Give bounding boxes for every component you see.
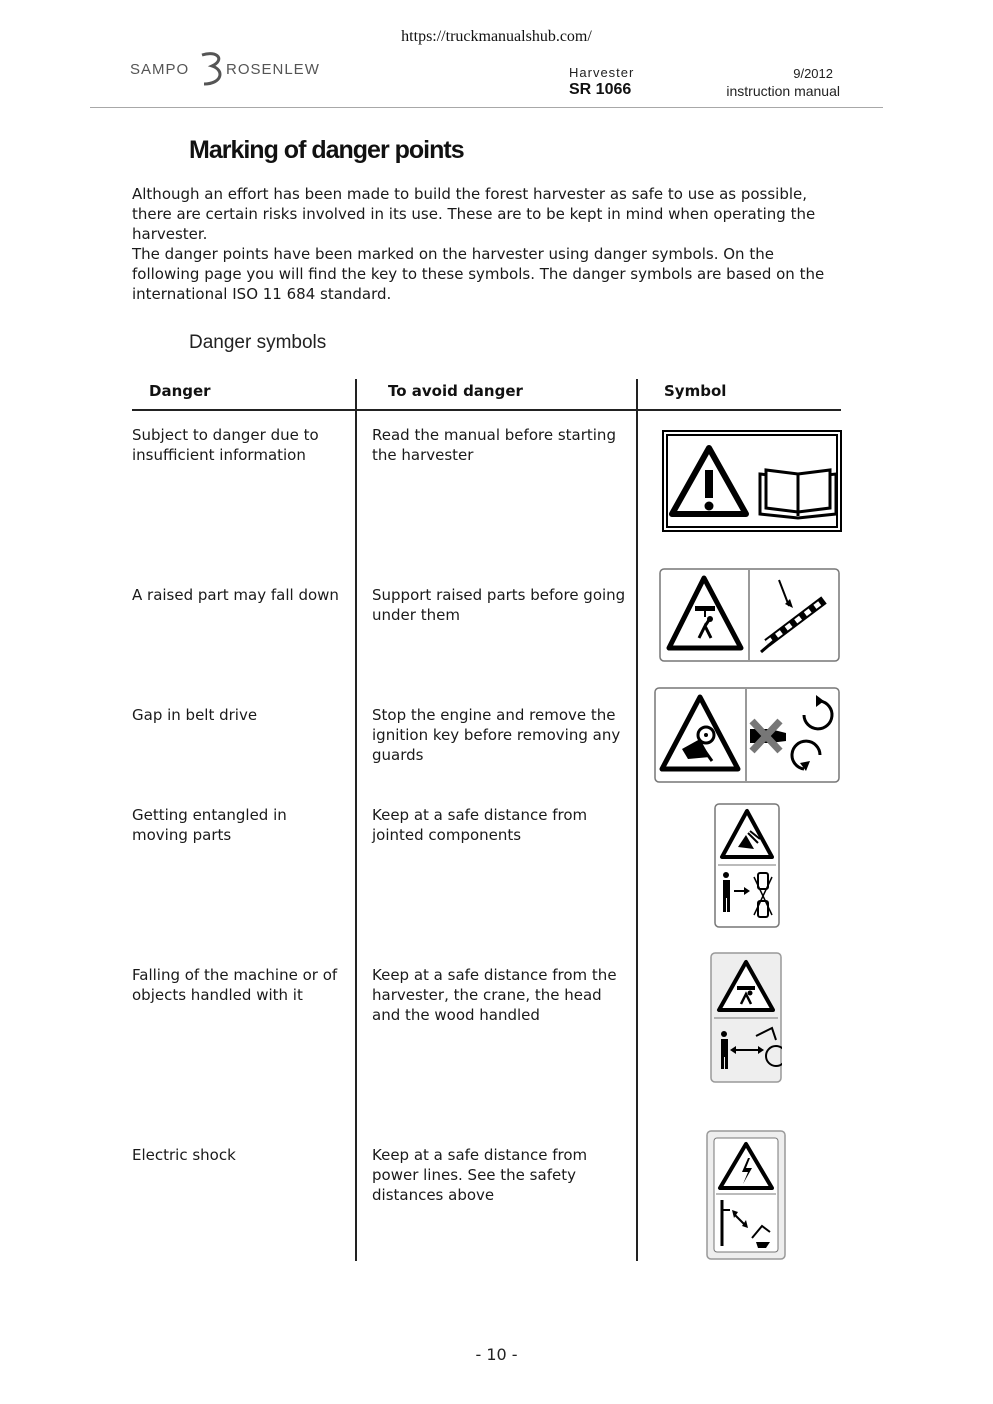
column-header-avoid: To avoid danger (388, 382, 523, 400)
danger-cell: Subject to danger due to insufficient information (132, 426, 319, 464)
section-subtitle: Danger symbols (189, 332, 327, 353)
danger-cell: Getting entangled in moving parts (132, 806, 287, 844)
jointed-components-distance-icon (714, 803, 780, 928)
page-title: Marking of danger points (189, 136, 464, 164)
brand-right-text: ROSENLEW (226, 61, 320, 78)
danger-cell: A raised part may fall down (132, 586, 339, 604)
intro-paragraph: Although an effort has been made to build the forest harvester as safe to use as possible, there are certain risks involved in its use. These are to be kept in mind when operating the harvester. (132, 185, 816, 243)
header-doc-type: instruction manual (726, 83, 840, 99)
page-number: - 10 - (475, 1345, 518, 1364)
electric-shock-icon (706, 1130, 786, 1260)
brand-logo (130, 50, 335, 90)
crane-distance-icon (710, 952, 782, 1083)
avoid-cell: Stop the engine and remove the ignition key before removing any guards (372, 706, 621, 764)
danger-cell: Electric shock (132, 1146, 236, 1164)
header-series: Harvester (569, 65, 635, 80)
brand-left-text: SAMPO (130, 61, 190, 78)
belt-drive-entanglement-icon (654, 687, 840, 783)
source-url: https://truckmanualshub.com/ (401, 28, 592, 45)
header-divider (90, 107, 883, 108)
intro-text (132, 184, 844, 304)
column-divider (636, 379, 638, 1261)
column-header-symbol: Symbol (664, 382, 727, 400)
header-model: SR 1066 (569, 81, 632, 98)
falling-part-support-icon (659, 568, 840, 662)
avoid-cell: Read the manual before starting the harvester (372, 426, 616, 464)
read-manual-warning-icon (662, 430, 842, 532)
intro-paragraph: The danger points have been marked on the harvester using danger symbols. On the following page you will find the key to these symbols. The danger symbols are based on the international ISO 11 684 standard. (132, 245, 825, 303)
avoid-cell: Keep at a safe distance from the harvester, the crane, the head and the wood handled (372, 966, 617, 1024)
danger-cell: Falling of the machine or of objects handled with it (132, 966, 338, 1004)
table-header-rule (132, 409, 841, 411)
avoid-cell: Keep at a safe distance from jointed components (372, 806, 588, 844)
header-date: 9/2012 (793, 66, 833, 81)
danger-cell: Gap in belt drive (132, 706, 258, 724)
column-header-danger: Danger (149, 382, 211, 400)
column-divider (355, 379, 357, 1261)
avoid-cell: Support raised parts before going under them (372, 586, 626, 624)
avoid-cell: Keep at a safe distance from power lines. See the safety distances above (372, 1146, 588, 1204)
